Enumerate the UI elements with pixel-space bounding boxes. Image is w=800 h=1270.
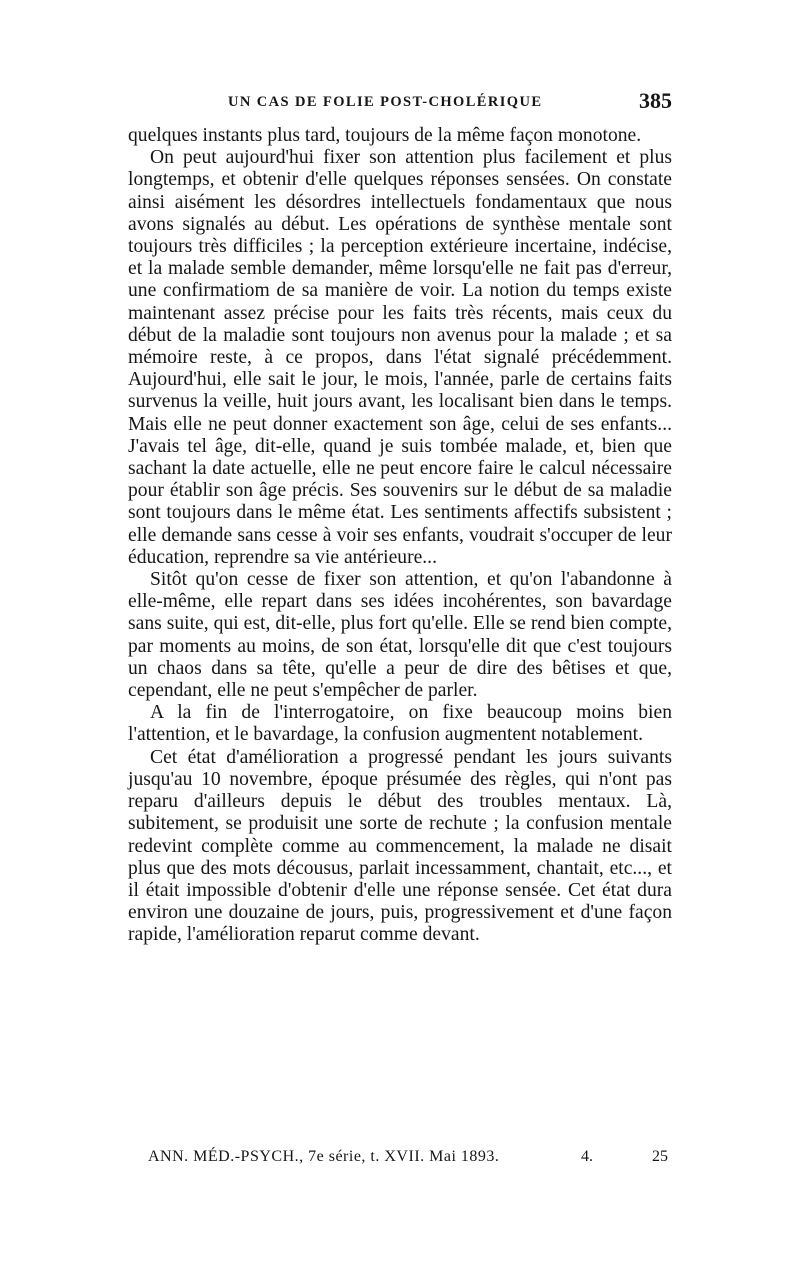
running-head: UN CAS DE FOLIE POST-CHOLÉRIQUE <box>228 94 543 110</box>
page-header <box>128 88 672 124</box>
journal-citation: ANN. MÉD.-PSYCH., 7e série, t. XVII. Mai 1893. <box>148 1148 500 1165</box>
page-number: 385 <box>639 88 672 113</box>
paragraph: Sitôt qu'on cesse de fixer son attention, et qu'on l'abandonne à elle-même, elle repart dans ses idées incohérentes, son bavardage sans suite, qui est, dit-elle, plus fort qu'elle. Elle se rend bien compte, par moments au moins, de son état, lorsqu'elle dit que c'est toujours un chaos dans sa tête, qu'elle a peur de dire des bêtises et que, cependant, elle ne peut s'empêcher de parler. <box>128 569 672 702</box>
paragraph-continuation: quelques instants plus tard, toujours de la même façon monotone. <box>128 125 642 146</box>
footer-page-number: 25 <box>652 1148 668 1165</box>
signature-mark: 4. <box>581 1148 593 1165</box>
paragraph: On peut aujourd'hui fixer son attention plus facilement et plus longtemps, et obtenir d'elle quelques réponses sensées. On constate ainsi aisément les désordres intellectuels fondamentaux que nous avons signalés au début. Les opérations de synthèse mentale sont toujours très difficiles ; la perception extérieure incertaine, indécise, et la malade semble demander, même lorsqu'elle ne fait pas d'erreur, une confirmatiom de sa manière de voir. La notion du temps existe maintenant assez précise pour les faits très récents, mais ceux du début de la maladie sont toujours non avenus pour la malade ; et sa mémoire reste, à ce propos, dans l'état signalé précédemment. Aujourd'hui, elle sait le jour, le mois, l'année, parle de certains faits survenus la veille, huit jours avant, les localisant bien dans le temps. Mais elle ne peut donner exactement son âge, celui de ses enfants... J'avais tel âge, dit-elle, quand je suis tombée malade, et, bien que sachant la date actuelle, elle ne peut encore faire le calcul nécessaire pour établir son âge précis. Ses souvenirs sur le début de sa maladie sont toujours dans le même état. Les sentiments affectifs subsistent ; elle demande sans cesse à voir ses enfants, voudrait s'occuper de leur éducation, reprendre sa vie antérieure... <box>128 147 672 568</box>
paragraph: A la fin de l'interrogatoire, on fixe beaucoup moins bien l'attention, et le bavardage, la confusion augmentent notablement. <box>128 702 672 746</box>
paragraph: Cet état d'amélioration a progressé pendant les jours suivants jusqu'au 10 novembre, époque présumée des règles, qui n'ont pas reparu d'ailleurs depuis le début des troubles mentaux. Là, subitement, se produisit une sorte de rechute ; la confusion mentale redevint complète comme au commencement, la malade ne disait plus que des mots décousus, parlait incessamment, chantait, etc..., et il était impossible d'obtenir d'elle une réponse sensée. Cet état dura environ une douzaine de jours, puis, progressivement et d'une façon rapide, l'amélioration reparut comme devant. <box>128 746 672 946</box>
body-text <box>128 125 672 947</box>
